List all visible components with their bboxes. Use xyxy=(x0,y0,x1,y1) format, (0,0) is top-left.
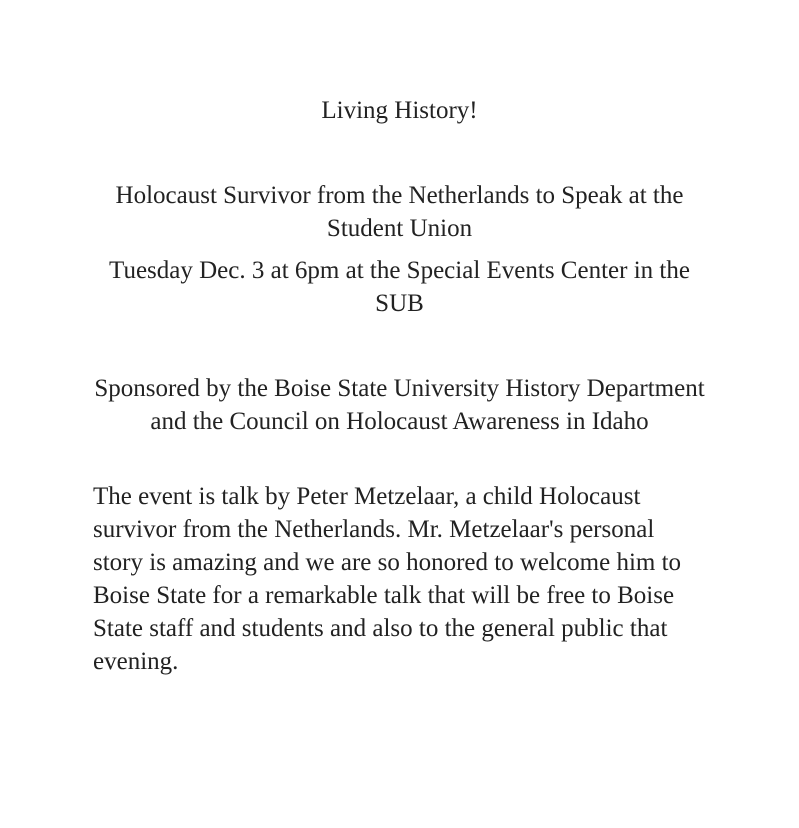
event-date-location: Tuesday Dec. 3 at 6pm at the Special Events Center in the SUB xyxy=(109,257,690,317)
page-title: Living History! xyxy=(321,97,478,124)
event-headline: Holocaust Survivor from the Netherlands to Speak at the Student Union xyxy=(115,182,684,242)
event-sponsor: Sponsored by the Boise State University History Department and the Council on Holocaust Awareness in Idaho xyxy=(94,375,705,435)
event-description: The event is talk by Peter Metzelaar, a child Holocaust survivor from the Netherlands. Mr. Metzelaar's personal story is amazing and we are so honored to welcome him to Boise State for a remarkable talk that will be free to Boise State staff and students and also to the general public that evening. xyxy=(93,483,682,675)
